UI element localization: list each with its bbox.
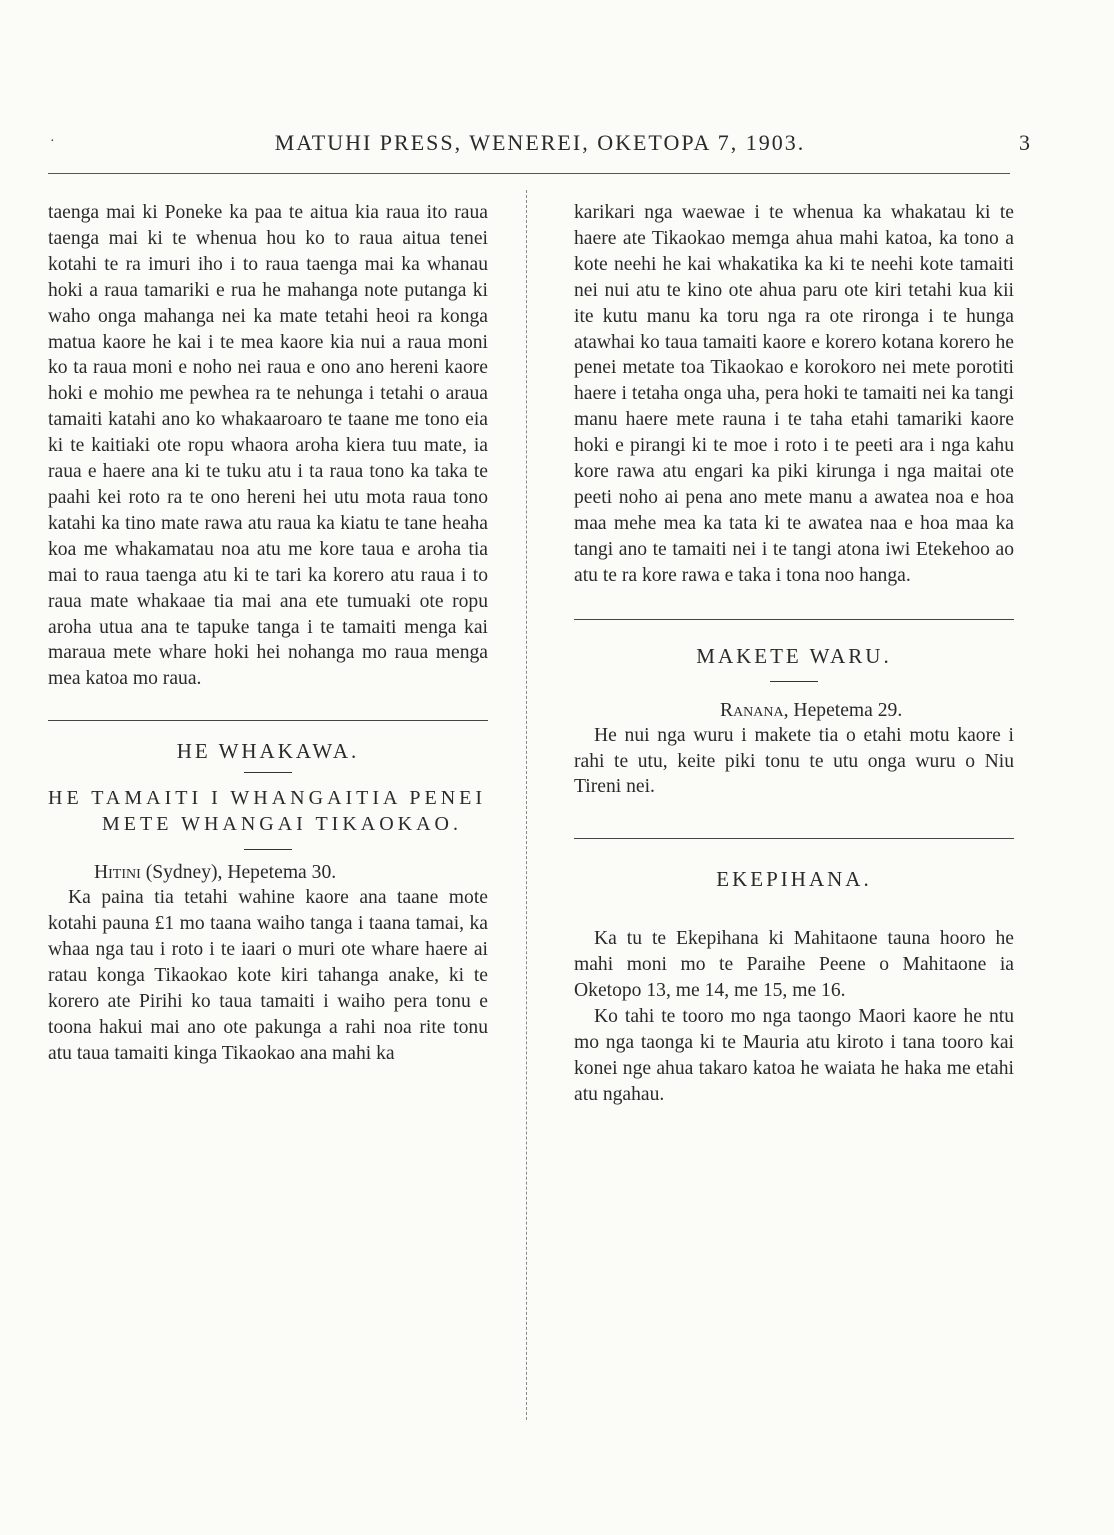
dateline-date: (Sydney), Hepetema 30. (140, 862, 337, 884)
short-rule (770, 681, 818, 682)
header-title: MATUHI PRESS, WENEREI, OKETOPA 7, 1903. (274, 130, 806, 155)
wool-market-body: He nui nga wuru i makete tia o etahi motu kaore i rahi te utu, keite piki tonu te utu onga wuru o Niu Tireni nei. (574, 724, 1014, 798)
dateline-place: Ranana (720, 699, 784, 721)
dateline-london (574, 698, 1014, 723)
section-rule (574, 619, 1014, 620)
section-rule (48, 720, 488, 721)
exhibition-body-1: Ka tu te Ekepihana ki Mahitaone tauna hooro he mahi moni mo te Paraihe Peene o Mahitaone ia Oketopo 13, me 14, me 15, me 16. (574, 928, 1014, 1002)
article-subtitle: HE TAMAITI I WHANGAITIA PENEI METE WHANGAI TIKAOKAO. (48, 787, 487, 836)
section-rule (574, 838, 1014, 839)
header-rule (48, 173, 1010, 174)
page-header (30, 130, 1030, 160)
section-title-he-whakawa: HE WHAKAWA. (176, 739, 360, 764)
short-rule (244, 772, 292, 773)
column-divider (526, 190, 527, 1420)
dateline-sydney (48, 860, 488, 885)
left-column (48, 200, 488, 1067)
exhibition-body-2: Ko tahi te tooro mo nga taongo Maori kaore he ntu mo nga taonga ki te Mauria atu kiroto i tana tooro kai konei nge ahua takaro katoa he waiata he haka me etahi atu ngahau. (574, 1006, 1014, 1105)
dateline-date: , Hepetema 29. (783, 699, 903, 721)
article-continuation: taenga mai ki Poneke ka paa te aitua kia raua ito raua taenga mai ki te whenua hou ko to raua aitua tenei kotahi te ra imuri iho i to raua taenga mai ka whanau hoki a raua tamariki e rua he mahanga note putanga ki waho onga mahanga nei ka mate tetahi heoi ra konga matua kaore he kai i te mea kaore kia nui a raua moni ko ta raua moni e noho nei raua e ono ano hereni kaore hoki e mohio me pewhea ra te nehunga i tetahi o araua tamaiti katahi ano ko whakaaroaro te taane me tono eia ki te kaitiaki ote ropu whaora aroha kiera tuu mate, ia raua e haere ana ki te tuku atu i ta raua tono ka taka te paahi kei roto ra te ono hereni hei utu mota raua tono katahi ka tino mate rawa atu raua ka kiatu te tane heaha koa me whakamatau noa atu me kore taua e aroha tia mai to raua taenga atu ki te tari ka korero atu raua i to raua mate whakaae tia mai ana ete tumuaki ote ropu aroha utua ana te tapuke tanga i te tamaiti menga kai maraua mete whare hoki hei nohanga mo raua menga mea katoa mo raua. (48, 202, 488, 690)
header-mark: · (50, 134, 55, 149)
short-rule (244, 849, 292, 850)
page-number: 3 (1019, 130, 1030, 155)
article-continuation: karikari nga waewae i te whenua ka whakatau ki te haere ate Tikaokao memga ahua mahi katoa, ka tono a kote neehi he kai whakatika ka ki te neehi kote tamaiti nei nui atu te kino ote ahua paru ote kiri tetahi kua kii ite kutu manu ka toru nga ra ote rironga i te hunga atawhai ko taua tamaiti kaore e korero kotana korero he penei metate toa Tikaokao e korokoro nei mete porotiti haere i tetaha onga uha, pera hoki te tamaiti nei ka tangi manu haere mete rauna i te taha etahi tamariki kaore hoki e pirangi ki te moe i roto i te peeti ara i nga kahu kore rawa atu engari ka piki kirunga i nga maitai ote peeti noho ai pena ano mete manu a awatea noa e hoa maa mehe mea ka tata ki te awatea naa e hoa maa ka tangi ano te tamaiti nei i te tangi atona iwi Etekehoo ao atu te ra kore rawa e taka i tona noo hanga. (574, 202, 1014, 586)
article-body: Ka paina tia tetahi wahine kaore ana taane mote kotahi pauna £1 mo taana waiho tanga i taana tamai, ka whaa nga tau i roto i te iaari o muri ote whare haere ai ratau konga Tikaokao kote kiri tahanga anake, ki te korero ate Pirihi ko taua tamaiti i waiho pera tonu e toona hakui mai ano ote pakunga a rahi noa rite tonu atu taua tamaiti kinga Tikaokao ana mahi ka (48, 887, 488, 1064)
section-title-makete-waru: MAKETE WARU. (696, 643, 892, 668)
section-title-ekepihana: EKEPIHANA. (716, 867, 872, 892)
dateline-place: Hitini (94, 862, 141, 884)
right-column (574, 200, 1014, 1108)
